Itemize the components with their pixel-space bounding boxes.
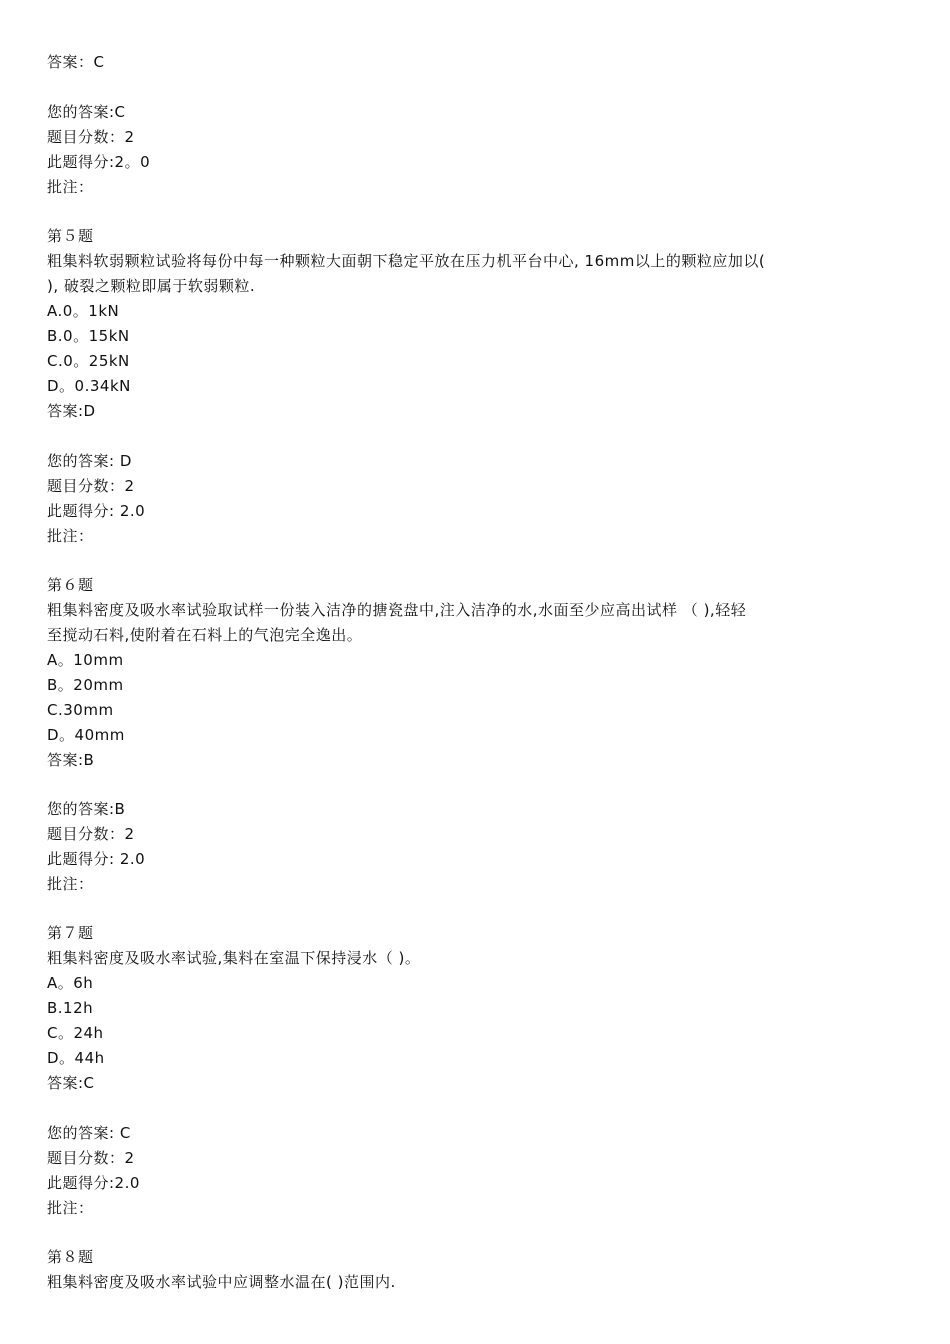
q7-title: 第７题 <box>47 924 94 942</box>
q6-option-b: B。20mm <box>47 676 124 694</box>
q7-stem-line1: 粗集料密度及吸水率试验,集料在室温下保持浸水（ )。 <box>47 949 421 967</box>
q6-score: 题目分数：2 <box>47 825 135 843</box>
q6-title: 第６题 <box>47 576 94 594</box>
q6-stem-line1: 粗集料密度及吸水率试验取试样一份装入洁净的搪瓷盘中,注入洁净的水,水面至少应高出试样 （ ),轻轻 <box>47 601 747 619</box>
q5-option-c: C.0。25kN <box>47 352 130 370</box>
q5-title: 第５题 <box>47 227 94 245</box>
q5-stem-line2: ), 破裂之颗粒即属于软弱颗粒. <box>47 277 256 295</box>
q6-option-c: C.30mm <box>47 701 114 719</box>
q6-earned: 此题得分: 2.0 <box>47 850 146 868</box>
q6-your-answer: 您的答案:B <box>47 800 126 818</box>
q7-earned: 此题得分:2.0 <box>47 1174 140 1192</box>
q8-stem-line1: 粗集料密度及吸水率试验中应调整水温在( )范围内. <box>47 1273 396 1291</box>
q7-answer: 答案:C <box>47 1074 95 1092</box>
q4-score: 题目分数：2 <box>47 128 135 146</box>
q5-answer: 答案:D <box>47 402 96 420</box>
q5-your-answer: 您的答案: D <box>47 452 132 470</box>
q4-your-answer: 您的答案:C <box>47 103 126 121</box>
q5-option-a: A.0。1kN <box>47 302 120 320</box>
q5-score: 题目分数：2 <box>47 477 135 495</box>
q6-option-d: D。40mm <box>47 726 125 744</box>
q4-earned: 此题得分:2。0 <box>47 153 151 171</box>
q6-stem-line2: 至搅动石料,使附着在石料上的气泡完全逸出。 <box>47 626 363 644</box>
q7-your-answer: 您的答案: C <box>47 1124 131 1142</box>
q7-option-d: D。44h <box>47 1049 105 1067</box>
q4-note: 批注： <box>47 178 94 196</box>
q6-option-a: A。10mm <box>47 651 124 669</box>
q4-answer: 答案：C <box>47 53 105 71</box>
q7-score: 题目分数：2 <box>47 1149 135 1167</box>
q5-stem-line1: 粗集料软弱颗粒试验将每份中每一种颗粒大面朝下稳定平放在压力机平台中心, 16mm以上的颗粒应加以( <box>47 252 766 270</box>
q7-note: 批注： <box>47 1199 94 1217</box>
q6-answer: 答案:B <box>47 751 95 769</box>
q6-note: 批注： <box>47 875 94 893</box>
q8-title: 第８题 <box>47 1248 94 1266</box>
q5-option-b: B.0。15kN <box>47 327 130 345</box>
q7-option-b: B.12h <box>47 999 94 1017</box>
q5-note: 批注： <box>47 527 94 545</box>
q7-option-a: A。6h <box>47 974 94 992</box>
q5-option-d: D。0.34kN <box>47 377 131 395</box>
q5-earned: 此题得分: 2.0 <box>47 502 146 520</box>
q7-option-c: C。24h <box>47 1024 104 1042</box>
